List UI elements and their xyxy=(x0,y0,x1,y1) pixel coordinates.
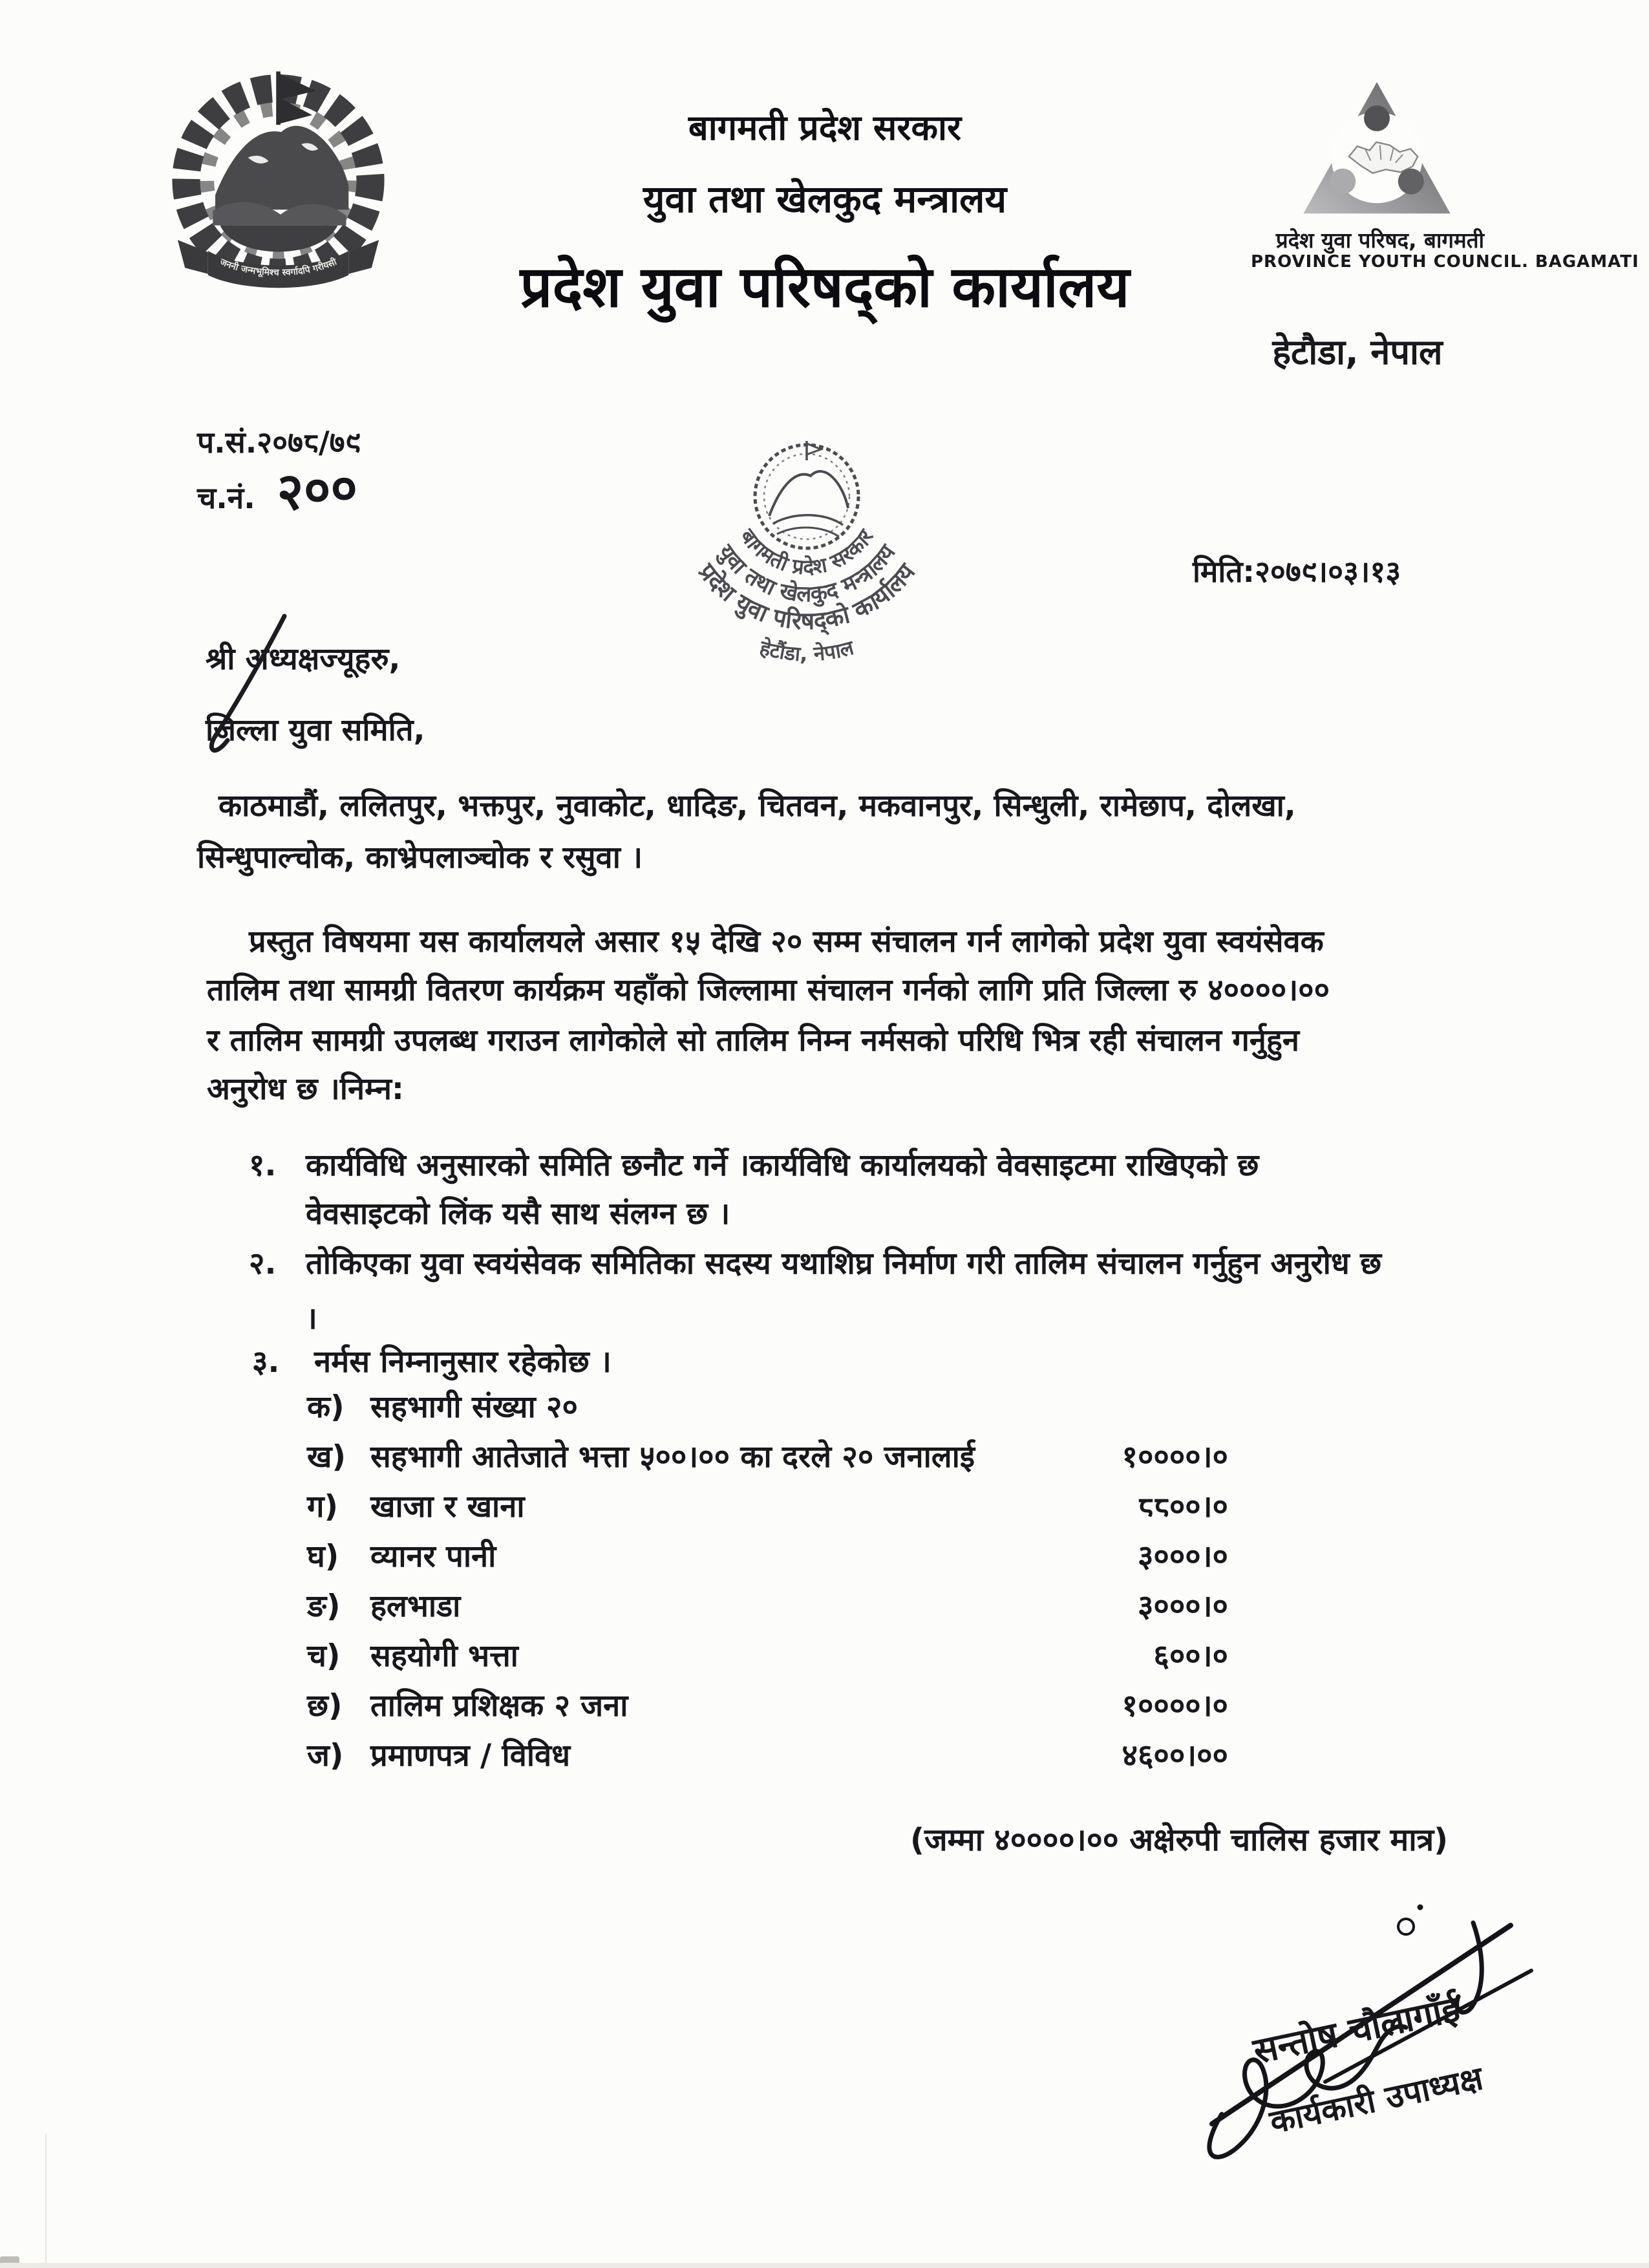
item-3-text: नर्मस निम्नानुसार रहेकोछ । xyxy=(314,1344,612,1380)
signatory-title: कार्यकारी उपाध्यक्ष xyxy=(1266,2059,1487,2141)
letter-date: मिति:२०७९।०३।१३ xyxy=(1193,554,1401,589)
norm-key: ज) xyxy=(307,1737,344,1773)
dispatch-number-handwritten: २०० xyxy=(275,456,360,523)
norm-amount: ८८००।० xyxy=(1137,1488,1228,1524)
norm-row-gha xyxy=(307,1530,1228,1579)
norm-key: ग) xyxy=(307,1488,338,1524)
logo-caption-english: PROVINCE YOUTH COUNCIL. BAGAMATI xyxy=(1251,252,1639,272)
norms-list xyxy=(307,1380,1228,1779)
norm-label: सहभागी संख्या २० xyxy=(370,1389,578,1425)
header-office-title: प्रदेश युवा परिषद्को कार्यालय xyxy=(520,253,1130,320)
norm-row-kha xyxy=(307,1430,1228,1480)
norm-row-ja xyxy=(307,1729,1228,1779)
item-1-text: कार्यविधि अनुसारको समिति छनौट गर्ने ।कार्यविधि कार्यालयको वेवसाइटमा राखिएको छ xyxy=(306,1148,1259,1183)
norm-row-cha xyxy=(307,1629,1228,1679)
person-top xyxy=(1364,105,1390,131)
stamp-text-line1: बागमती प्रदेश सरकार xyxy=(735,524,878,580)
header-ministry: युवा तथा खेलकुद मन्त्रालय xyxy=(643,177,1007,221)
districts-line-2: सिन्धुपाल्चोक, काभ्रेपलाञ्चोक र रसुवा । xyxy=(197,840,643,875)
paragraph-line-3: र तालिम सामग्री उपलब्ध गराउन लागेकोले सो तालिम निम्न नर्मसको परिधि भित्र रही संचालन गर्नुहुन xyxy=(207,1023,1299,1058)
header-location: हेटौडा, नेपाल xyxy=(1272,332,1443,372)
norm-key: च) xyxy=(307,1638,341,1674)
norm-amount: १००००।० xyxy=(1122,1687,1228,1724)
province-youth-council-logo xyxy=(1299,79,1454,220)
norm-amount: ३०००।० xyxy=(1137,1538,1228,1574)
norm-label: प्रमाणपत्र / विविध xyxy=(370,1737,571,1773)
norm-row-ga xyxy=(307,1480,1228,1530)
signatory-name: सन्तोष चौलागाँई xyxy=(1250,1987,1463,2072)
norm-amount: १००००।० xyxy=(1122,1439,1228,1475)
norm-key: क) xyxy=(307,1389,345,1425)
norm-label: तालिम प्रशिक्षक २ जना xyxy=(370,1687,628,1724)
office-stamp xyxy=(679,414,937,692)
norm-amount: ३०००।० xyxy=(1137,1588,1228,1624)
norm-label: खाजा र खाना xyxy=(370,1488,525,1524)
list-item-3 xyxy=(252,1340,612,1381)
header-government: बागमती प्रदेश सरकार xyxy=(688,107,962,148)
item-1-number: १. xyxy=(249,1148,277,1183)
norm-amount: ६००।० xyxy=(1153,1638,1228,1674)
paragraph-line-1: प्रस्तुत विषयमा यस कार्यालयले असार १५ देखि २० सम्म संचालन गर्न लागेको प्रदेश युवा स्वयंसेवक xyxy=(249,924,1324,959)
motto-text: जननी जन्मभूमिश्च स्वर्गादपि गरीयसी xyxy=(218,257,339,279)
total-amount-line: (जम्मा ४००००।०० अक्षेरुपी चालिस हजार मात्र) xyxy=(910,1822,1449,1858)
norm-label: हलभाडा xyxy=(370,1588,461,1624)
norm-key: छ) xyxy=(307,1687,343,1724)
list-item-1 xyxy=(249,1143,1259,1184)
norm-key: ख) xyxy=(307,1439,346,1475)
stamp-text-line4: हेटौंडा, नेपाल xyxy=(757,636,856,667)
paragraph-line-2: तालिम तथा सामग्री वितरण कार्यक्रम यहाँको जिल्लामा संचालन गर्नको लागि प्रति जिल्ला रु ४००००।०० xyxy=(207,972,1330,1008)
norm-amount: ४६००।०० xyxy=(1122,1737,1228,1773)
norm-key: घ) xyxy=(307,1538,339,1574)
recipient-organization: जिल्ला युवा समिति, xyxy=(206,712,425,748)
scan-line-artifact xyxy=(45,2134,47,2268)
stamp-text-line2: युवा तथा खेलकुद मन्त्रालय xyxy=(712,540,901,608)
norm-row-nga xyxy=(307,1579,1228,1629)
list-item-2 xyxy=(249,1241,1381,1283)
norm-key: ङ) xyxy=(307,1588,341,1624)
norm-row-ka xyxy=(307,1380,1228,1430)
item-2-text: तोकिएका युवा स्वयंसेवक समितिका सदस्य यथाशिघ्र निर्माण गरी तालिम संचालन गर्नुहुन अनुरोध छ xyxy=(306,1246,1382,1281)
recipient-salutation: श्री अध्यक्षज्यूहरु, xyxy=(206,641,401,677)
item-2-text-line2: । xyxy=(306,1301,317,1336)
norm-row-chha xyxy=(307,1679,1228,1729)
item-2-number: २. xyxy=(249,1246,277,1281)
stamp-mountain xyxy=(769,471,848,516)
person-left xyxy=(1330,169,1356,195)
paragraph-line-4: अनुरोध छ ।निम्न: xyxy=(207,1071,404,1107)
person-right xyxy=(1398,169,1424,195)
item-3-number: ३. xyxy=(252,1344,280,1380)
scan-edge-shadow xyxy=(0,2263,1649,2268)
letter-number: प.सं.२०७८/७९ xyxy=(197,425,361,460)
norm-label: सहभागी आतेजाते भत्ता ५००।०० का दरले २० जनालाई xyxy=(370,1439,975,1475)
logo-caption-nepali: प्रदेश युवा परिषद, बागमती xyxy=(1275,228,1485,253)
stamp-text-line3: प्रदेश युवा परिषद्को कार्यालय xyxy=(692,558,921,636)
item-1-text-line2: वेवसाइटको लिंक यसै साथ संलग्न छ । xyxy=(306,1196,730,1232)
norm-label: व्यानर पानी xyxy=(370,1538,496,1574)
nepal-emblem-logo xyxy=(157,67,399,299)
districts-line-1: काठमाडौं, ललितपुर, भक्तपुर, नुवाकोट, धादिङ, चितवन, मकवानपुर, सिन्धुली, रामेछाप, दोलखा, xyxy=(218,788,1296,824)
norm-label: सहयोगी भत्ता xyxy=(370,1638,518,1674)
dispatch-number-label: च.नं. xyxy=(197,480,255,515)
